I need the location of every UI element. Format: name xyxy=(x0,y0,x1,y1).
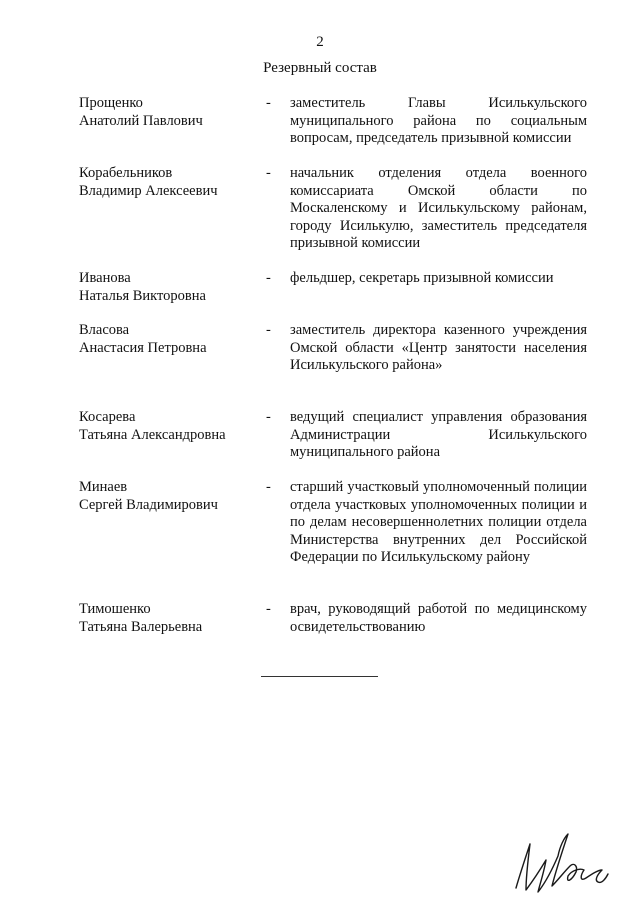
handwritten-signature xyxy=(506,826,612,898)
member-surname: Тимошенко xyxy=(79,601,151,617)
member-role: заместитель Главы Исилькульского муниципального района по социальным вопросам, председатель призывной комиссии xyxy=(290,95,587,146)
member-given-names: Анатолий Павлович xyxy=(79,112,203,129)
member-dash: - xyxy=(266,270,271,286)
member-given-names: Татьяна Валерьевна xyxy=(79,618,203,635)
section-title: Резервный состав xyxy=(263,60,377,76)
member-role: врач, руководящий работой по медицинскому освидетельствованию xyxy=(290,601,587,635)
member-dash: - xyxy=(266,601,271,617)
member-role: начальник отделения отдела военного комиссариата Омской области по Москаленскому и Исилькульскому районам, городу Исилькулю, заместитель председателя призывной комиссии xyxy=(290,165,587,251)
member-given-names: Анастасия Петровна xyxy=(79,339,207,356)
member-role: заместитель директора казенного учреждения Омской области «Центр занятости населения Исилькульского района» xyxy=(290,322,587,373)
member-role: фельдшер, секретарь призывной комиссии xyxy=(290,270,554,286)
member-name xyxy=(79,479,259,514)
member-name xyxy=(79,409,259,444)
member-dash: - xyxy=(266,165,271,181)
member-name xyxy=(79,601,259,636)
member-surname: Корабельников xyxy=(79,165,173,181)
page-number: 2 xyxy=(316,34,324,50)
member-surname: Власова xyxy=(79,322,130,338)
member-surname: Прощенко xyxy=(79,95,143,111)
member-dash: - xyxy=(266,479,271,495)
member-name xyxy=(79,270,259,305)
member-surname: Косарева xyxy=(79,409,136,425)
member-name xyxy=(79,165,259,200)
member-name xyxy=(79,322,259,357)
member-given-names: Татьяна Александровна xyxy=(79,426,226,443)
member-dash: - xyxy=(266,322,271,338)
member-role: старший участковый уполномоченный полиции отдела участковых уполномоченных полиции и по делам несовершеннолетних полиции отдела Министерства внутренних дел Российской Федерации по Исилькульскому району xyxy=(290,479,587,565)
member-surname: Иванова xyxy=(79,270,131,286)
member-dash: - xyxy=(266,409,271,425)
member-role: ведущий специалист управления образования Администрации Исилькульского муниципального района xyxy=(290,409,587,460)
member-given-names: Сергей Владимирович xyxy=(79,496,218,513)
member-dash: - xyxy=(266,95,271,111)
member-given-names: Владимир Алексеевич xyxy=(79,182,218,199)
member-given-names: Наталья Викторовна xyxy=(79,287,206,304)
member-surname: Минаев xyxy=(79,479,128,495)
member-name xyxy=(79,95,259,130)
closing-divider xyxy=(261,676,378,677)
